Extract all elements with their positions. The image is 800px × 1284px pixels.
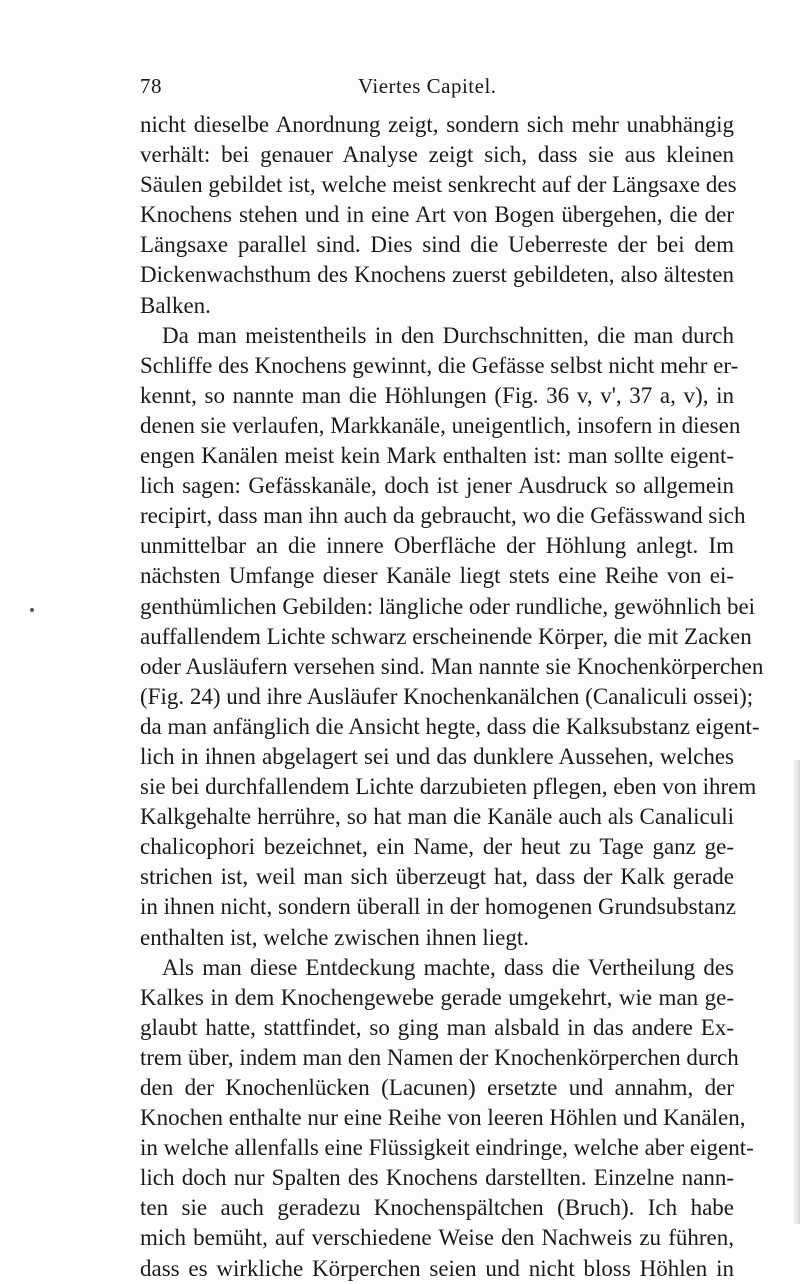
text-line: Knochens stehen und in eine Art von Bogen übergehen, die der (140, 202, 734, 228)
text-line: Längsaxe parallel sind. Dies sind die Ueberreste der bei dem (140, 232, 734, 258)
text-line: kennt, so nannte man die Höhlungen (Fig. 36 v, v', 37 a, v), in (140, 382, 734, 408)
text-line: Kalkgehalte herrühre, so hat man die Kanäle auch als Canaliculi (140, 804, 734, 830)
text-line: in ihnen nicht, sondern überall in der homogenen Grundsubstanz (140, 894, 736, 920)
running-head (140, 74, 740, 104)
text-line: Säulen gebildet ist, welche meist senkrecht auf der Längsaxe des (140, 172, 737, 198)
text-line: verhält: bei genauer Analyse zeigt sich, dass sie aus kleinen (140, 142, 734, 168)
text-line: strichen ist, weil man sich überzeugt hat, dass der Kalk gerade (140, 864, 734, 890)
text-line: Schliffe des Knochens gewinnt, die Gefässe selbst nicht mehr er- (140, 352, 739, 378)
chapter-title: Viertes Capitel. (358, 74, 497, 98)
text-line: engen Kanälen meist kein Mark enthalten ist: man sollte eigent- (140, 443, 734, 469)
text-line: nicht dieselbe Anordnung zeigt, sondern sich mehr unabhängig (140, 112, 734, 137)
body-text (140, 110, 764, 1284)
text-line: genthümlichen Gebilden: längliche oder rundliche, gewöhnlich bei (140, 593, 756, 619)
text-line: auffallendem Lichte schwarz erscheinende Körper, die mit Zacken (140, 623, 752, 649)
text-line: chalicophori bezeichnet, ein Name, der heut zu Tage ganz ge- (140, 834, 734, 860)
text-line: nächsten Umfange dieser Kanäle liegt stets eine Reihe von ei- (140, 563, 734, 589)
text-line: (Fig. 24) und ihre Ausläufer Knochenkanälchen (Canaliculi ossei); (140, 683, 754, 709)
text-line: sie bei durchfallendem Lichte darzubieten pflegen, eben von ihrem (140, 774, 757, 800)
page-edge-shadow (792, 760, 800, 1224)
text-line: da man anfänglich die Ansicht hegte, dass die Kalksubstanz eigent- (140, 713, 760, 739)
text-line: oder Ausläufern versehen sind. Man nannte sie Knochenkörperchen (140, 653, 764, 679)
text-line: Da man meistentheils in den Durchschnitten, die man durch (162, 322, 734, 348)
text-line: lich in ihnen abgelagert sei und das dunklere Aussehen, welches (140, 743, 734, 769)
text-line: Dickenwachsthum des Knochens zuerst gebildeten, also ältesten (140, 262, 734, 288)
text-line: Balken. (140, 292, 211, 318)
text-line: trem über, indem man den Namen der Knochenkörperchen durch (140, 1044, 739, 1070)
text-line: lich doch nur Spalten des Knochens darstellten. Einzelne nann- (140, 1165, 734, 1191)
text-line: recipirt, dass man ihn auch da gebraucht, wo die Gefässwand sich (140, 503, 746, 529)
text-line: Knochen enthalte nur eine Reihe von leeren Höhlen und Kanälen, (140, 1105, 746, 1131)
text-line: in welche allenfalls eine Flüssigkeit eindringe, welche aber eigent- (140, 1135, 754, 1161)
text-line: enthalten ist, welche zwischen ihnen liegt. (140, 924, 529, 950)
text-line: Als man diese Entdeckung machte, dass die Vertheilung des (162, 954, 734, 980)
text-line: mich bemüht, auf verschiedene Weise den Nachweis zu führen, (140, 1225, 734, 1251)
text-line: denen sie verlaufen, Markkanäle, uneigentlich, insofern in diesen (140, 412, 741, 438)
text-line: Kalkes in dem Knochengewebe gerade umgekehrt, wie man ge- (140, 984, 734, 1010)
text-line: ten sie auch geradezu Knochenspältchen (Bruch). Ich habe (140, 1195, 734, 1221)
text-line: glaubt hatte, stattfindet, so ging man alsbald in das andere Ex- (140, 1014, 734, 1040)
text-line: dass es wirkliche Körperchen seien und nicht bloss Höhlen in (140, 1255, 734, 1281)
scan-speck (30, 608, 34, 612)
text-line: unmittelbar an die innere Oberfläche der Höhlung anlegt. Im (140, 533, 734, 559)
text-line: lich sagen: Gefässkanäle, doch ist jener Ausdruck so allgemein (140, 473, 734, 499)
page-number: 78 (140, 74, 162, 98)
text-line: den der Knochenlücken (Lacunen) ersetzte und annahm, der (140, 1075, 734, 1100)
